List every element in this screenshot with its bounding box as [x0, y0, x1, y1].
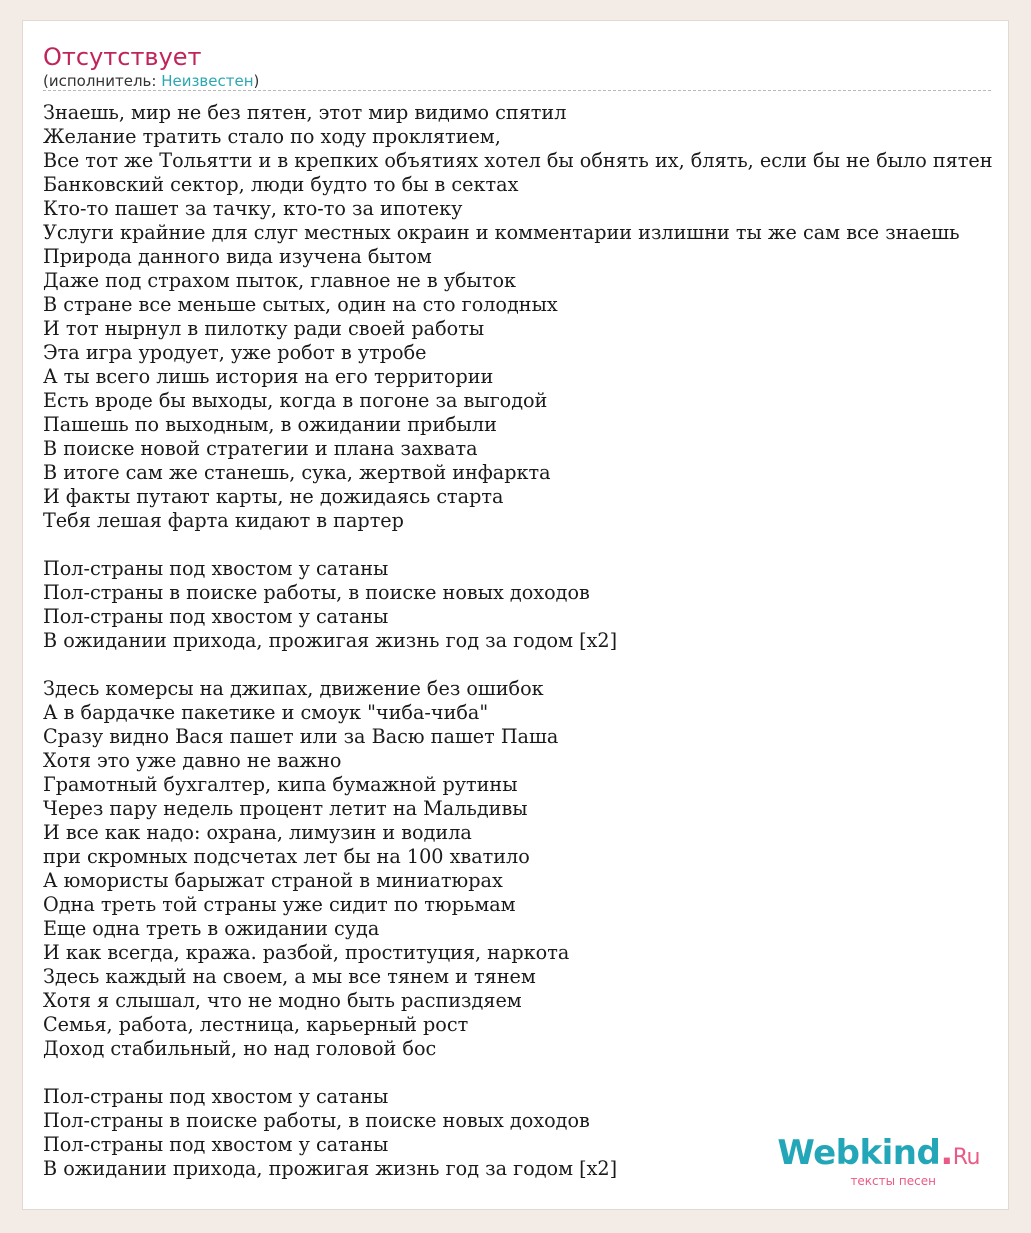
lyric-line: Пол-страны под хвостом у сатаны	[43, 1085, 389, 1108]
lyric-line: Желание тратить стало по ходу проклятием,	[43, 125, 501, 148]
lyric-line: Доход стабильный, но над головой бос	[43, 1037, 437, 1060]
lyric-line: Пол-страны в поиске работы, в поиске новых доходов	[43, 581, 590, 604]
lyric-line: Все тот же Тольятти и в крепких объятиях хотел бы обнять их, блять, если бы не было пятен	[43, 149, 993, 172]
logo-tagline: тексты песен	[850, 1174, 936, 1188]
lyric-line: Здесь комерсы на джипах, движение без ошибок	[43, 677, 544, 700]
lyric-line: А ты всего лишь история на его территории	[43, 365, 494, 388]
artist-link[interactable]: Неизвестен	[161, 72, 254, 90]
lyric-line: Здесь каждый на своем, а мы все тянем и тянем	[43, 965, 536, 988]
lyric-line: И тот нырнул в пилотку ради своей работы	[43, 317, 485, 340]
lyric-line: Кто-то пашет за тачку, кто-то за ипотеку	[43, 197, 463, 220]
lyric-line: Через пару недель процент летит на Мальдивы	[43, 797, 528, 820]
lyric-line: В ожидании прихода, прожигая жизнь год за годом [x2]	[43, 1157, 618, 1180]
lyric-line	[43, 533, 993, 557]
lyric-line: Даже под страхом пыток, главное не в убыток	[43, 269, 516, 292]
lyric-line: Грамотный бухгалтер, кипа бумажной рутины	[43, 773, 518, 796]
lyrics-card	[22, 20, 1009, 1210]
song-title: Отсутствует	[43, 43, 202, 71]
lyric-line: Услуги крайние для слуг местных окраин и комментарии излишни ты же сам все знаешь	[43, 221, 960, 244]
lyric-line: А в бардачке пакетике и смоук "чиба-чиба"	[43, 701, 489, 724]
lyric-line: Пол-страны под хвостом у сатаны	[43, 557, 389, 580]
title-divider	[43, 90, 991, 91]
logo-web: Webkind	[777, 1133, 941, 1173]
lyric-line: Эта игра уродует, уже робот в утробе	[43, 341, 427, 364]
artist-prefix: (исполнитель:	[43, 72, 162, 90]
lyric-line: Еще одна треть в ожидании суда	[43, 917, 380, 940]
lyric-line	[43, 1061, 993, 1085]
logo-dot: .	[940, 1133, 953, 1173]
lyric-line	[43, 653, 993, 677]
lyric-line: А юмористы барыжат страной в миниатюрах	[43, 869, 503, 892]
lyric-line: Пол-страны под хвостом у сатаны	[43, 605, 389, 628]
lyric-line: В поиске новой стратегии и плана захвата	[43, 437, 478, 460]
lyric-line: Знаешь, мир не без пятен, этот мир видимо спятил	[43, 101, 567, 124]
logo-ru: Ru	[952, 1145, 980, 1170]
lyric-line: В ожидании прихода, прожигая жизнь год за годом [x2]	[43, 629, 618, 652]
artist-line	[43, 71, 259, 91]
lyrics-text	[43, 101, 993, 1181]
lyric-line: И факты путают карты, не дожидаясь старта	[43, 485, 504, 508]
lyric-line: В стране все меньше сытых, один на сто голодных	[43, 293, 558, 316]
lyric-line: И все как надо: охрана, лимузин и водила	[43, 821, 472, 844]
lyric-line: Одна треть той страны уже сидит по тюрьмам	[43, 893, 516, 916]
lyric-line: Пол-страны в поиске работы, в поиске новых доходов	[43, 1109, 590, 1132]
logo-wordmark	[777, 1133, 980, 1175]
lyric-line: при скромных подсчетах лет бы на 100 хватило	[43, 845, 530, 868]
site-logo[interactable]	[777, 1133, 980, 1188]
lyric-line: И как всегда, кража. разбой, проституция, наркота	[43, 941, 570, 964]
lyric-line: Хотя это уже давно не важно	[43, 749, 342, 772]
lyric-line: Пол-страны под хвостом у сатаны	[43, 1133, 389, 1156]
lyric-line: Хотя я слышал, что не модно быть распиздяем	[43, 989, 522, 1012]
lyric-line: Есть вроде бы выходы, когда в погоне за выгодой	[43, 389, 548, 412]
artist-suffix: )	[253, 72, 260, 90]
lyric-line: В итоге сам же станешь, сука, жертвой инфаркта	[43, 461, 551, 484]
lyric-line: Тебя лешая фарта кидают в партер	[43, 509, 404, 532]
lyric-line: Банковский сектор, люди будто то бы в сектах	[43, 173, 519, 196]
lyric-line: Сразу видно Вася пашет или за Васю пашет Паша	[43, 725, 559, 748]
lyric-line: Семья, работа, лестница, карьерный рост	[43, 1013, 469, 1036]
lyric-line: Пашешь по выходным, в ожидании прибыли	[43, 413, 497, 436]
lyric-line: Природа данного вида изучена бытом	[43, 245, 432, 268]
